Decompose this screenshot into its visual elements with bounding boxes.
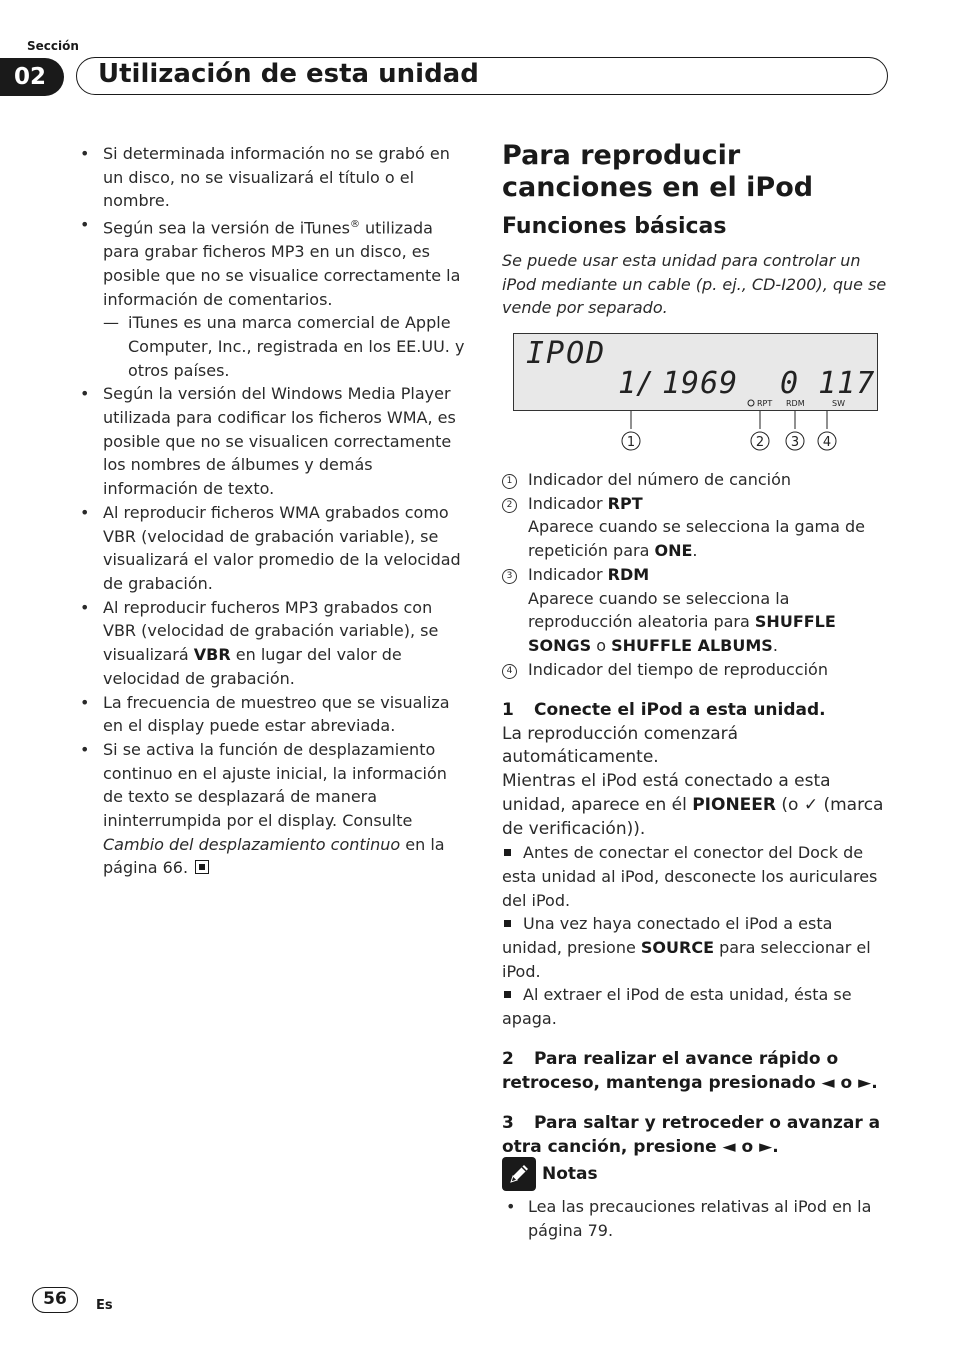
section-label: Sección xyxy=(27,39,79,53)
step-note: Al extraer el iPod de esta unidad, ésta se apaga. xyxy=(502,985,852,1029)
page-title: Para reproducir canciones en el iPod xyxy=(502,140,814,203)
list-item: • La frecuencia de muestreo que se visualiza en el display puede estar abreviada. xyxy=(80,692,450,736)
pencil-note-icon xyxy=(502,1157,536,1191)
lcd-time: 0 117 xyxy=(780,366,876,401)
legend-item: 2 Indicador RPT Aparece cuando se selecciona la gama de repetición para ONE. xyxy=(502,492,894,563)
note-square-icon xyxy=(504,920,511,927)
left-column xyxy=(80,142,466,880)
lcd-sw: SW xyxy=(832,399,845,408)
callout-2: 2 xyxy=(755,435,765,450)
display-callouts xyxy=(513,411,878,456)
language-code: Es xyxy=(96,1298,113,1313)
lcd-line1: IPOD xyxy=(526,336,607,371)
list-item: • Según la versión del Windows Media Player utilizada para codificar los ficheros WMA, es posible que no se visualicen correctamente los nombres de álbumes y demás información de texto. xyxy=(80,384,456,499)
list-item: • Al reproducir fucheros MP3 grabados con VBR (velocidad de grabación variable), se visualizará VBR en lugar del valor de velocidad de grabación. xyxy=(80,597,439,688)
list-item: • Si determinada información no se grabó en un disco, no se visualizará el título o el nombre. xyxy=(80,144,450,211)
note-item: • Lea las precauciones relativas al iPod en la página 79. xyxy=(506,1197,872,1240)
lcd-display xyxy=(513,333,878,411)
legend-item: 3 Indicador RDM Aparece cuando se selecciona la reproducción aleatoria para SHUFFLE SONGS o SHUFFLE ALBUMS. xyxy=(502,563,894,658)
legend-item: 1 Indicador del número de canción xyxy=(502,468,894,492)
step-heading: 3 Para saltar y retroceder o avanzar a otra canción, presione ◄ o ►. xyxy=(502,1113,881,1157)
note-square-icon xyxy=(504,991,511,998)
section-number-badge: 02 xyxy=(0,58,64,96)
sub-list-item: — iTunes es una marca comercial de Apple Computer, Inc., registrada en los EE.UU. y otros países. xyxy=(103,313,465,380)
cross-reference-link[interactable]: Cambio del desplazamiento continuo xyxy=(103,834,401,854)
lcd-rpt: RPT xyxy=(757,399,773,408)
list-item: • Si se activa la función de desplazamiento continuo en el ajuste inicial, la información de texto se desplazará de manera ininterrumpida por el display. Consulte Cambio del desplazamiento continuo en la página 66. xyxy=(80,739,447,878)
section-title: Utilización de esta unidad xyxy=(98,59,479,89)
notes-label: Notas xyxy=(542,1164,598,1184)
note-square-icon xyxy=(504,849,511,856)
step-note: Antes de conectar el conector del Dock de esta unidad al iPod, desconecte los auriculares del iPod. xyxy=(502,843,878,910)
list-item: • Según sea la versión de iTunes® utilizada para grabar ficheros MP3 en un disco, es posible que no se visualice correctamente la información de comentarios. xyxy=(80,215,461,309)
lcd-rdm: RDM xyxy=(786,399,805,408)
page-number: 56 xyxy=(32,1287,78,1313)
notes-list xyxy=(502,1195,894,1242)
list-item: • Al reproducir ficheros WMA grabados como VBR (velocidad de grabación variable), se visualizará el valor promedio de la velocidad de grabación. xyxy=(80,502,461,593)
callout-3: 3 xyxy=(790,435,800,450)
indicator-legend xyxy=(502,468,894,681)
step-note: Una vez haya conectado el iPod a esta unidad, presione SOURCE para seleccionar el iPod. xyxy=(502,914,871,981)
legend-item: 4 Indicador del tiempo de reproducción xyxy=(502,658,894,682)
step-body: La reproducción comenzará automáticamente. Mientras el iPod está conectado a esta unidad, aparece en él PIONEER (o ✓ (marca de verificación)). xyxy=(502,723,884,839)
step-heading: 2 Para realizar el avance rápido o retroceso, mantenga presionado ◄ o ►. xyxy=(502,1048,878,1093)
rpt-indicator-icon xyxy=(748,400,754,406)
end-mark-icon xyxy=(195,860,209,874)
subsection-title: Funciones básicas xyxy=(502,214,727,239)
callout-4: 4 xyxy=(822,435,832,450)
callout-1: 1 xyxy=(626,435,636,450)
intro-text: Se puede usar esta unidad para controlar un iPod mediante un cable (p. ej., CD-I200), que se vende por separado. xyxy=(502,251,887,318)
lcd-number: 1969 xyxy=(662,366,739,401)
notes-heading xyxy=(502,1157,598,1191)
lcd-track: 1/ xyxy=(618,366,655,401)
steps xyxy=(502,699,894,1160)
step-heading: 1 Conecte el iPod a esta unidad. xyxy=(502,700,826,720)
